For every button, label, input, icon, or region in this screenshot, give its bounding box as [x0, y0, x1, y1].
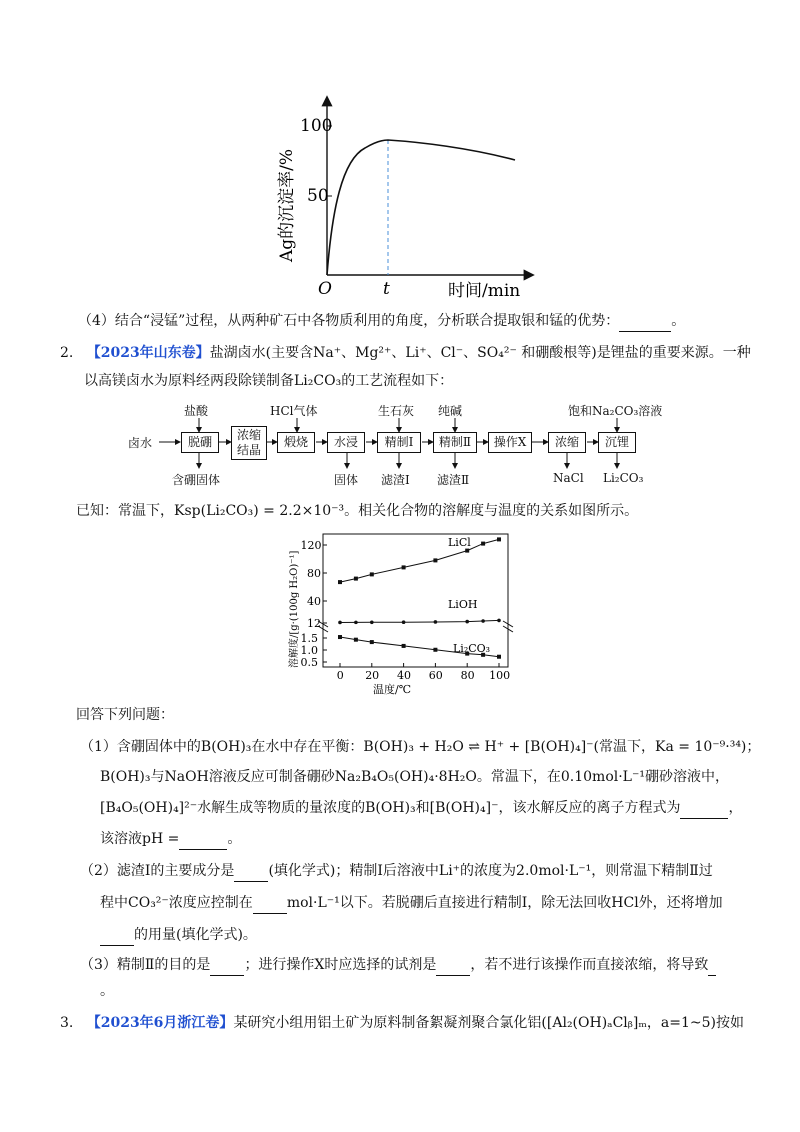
origin-label: O	[318, 279, 332, 299]
q2-1-line3: [B₄O₅(OH)₄]²⁻水解生成等物质的量浓度的B(OH)₃和[B(OH)₄]⁻，该水解反应的离子方程式为 ，	[100, 797, 740, 819]
xtick-80: 80	[460, 669, 475, 682]
q2-2-line3: 的用量(填化学式)。	[100, 924, 740, 946]
flow-box-chenli: 沉锂	[598, 432, 636, 453]
ytick-40: 40	[307, 595, 321, 608]
flow-start: 卤水	[128, 436, 153, 450]
answer-intro: 回答下列问题：	[76, 707, 174, 723]
q2-3-line1: （3）精制Ⅱ的目的是 ；进行操作X时应选择的试剂是 ，若不进行该操作而直接浓缩，将导致	[80, 954, 720, 976]
q2-2-line1: （2）滤渣Ⅰ的主要成分是 (填化学式)；精制Ⅰ后溶液中Li⁺的浓度为2.0mol·L⁻¹，则常温下精制Ⅱ过	[80, 860, 720, 882]
output-nacl: NaCl	[553, 471, 584, 485]
ytick-12: 12	[307, 617, 321, 630]
point	[370, 572, 374, 576]
ytick-50: 50	[307, 186, 329, 206]
q2-1-line1: （1）含硼固体中的B(OH)₃在水中存在平衡：B(OH)₃ + H₂O ⇌ H⁺ + [B(OH)₄]⁻(常温下，Ka = 10⁻⁹·³⁴)；	[80, 739, 761, 755]
output-li2co3: Li₂CO₃	[603, 471, 644, 485]
output-boron-solid: 含硼固体	[172, 473, 221, 487]
point	[497, 619, 501, 623]
t-label: t	[383, 279, 390, 299]
flow-box-nongsuo2: 浓缩	[548, 432, 586, 453]
point	[402, 620, 406, 624]
point	[481, 619, 485, 623]
series-label-licl: LiCl	[448, 536, 471, 549]
point	[402, 565, 406, 569]
output-residue2: 滤渣Ⅱ	[437, 473, 470, 487]
input-na2co3: 饱和Na₂CO₃溶液	[568, 404, 663, 418]
series-line-1	[340, 620, 499, 622]
flow-box-nongsuo: 浓缩结晶	[231, 426, 267, 460]
xtick-100: 100	[489, 669, 511, 682]
point	[338, 621, 342, 625]
point	[354, 577, 358, 581]
xtick-40: 40	[397, 669, 411, 682]
flow-box-jingzhi2: 精制Ⅱ	[433, 432, 477, 453]
y-axis-label: 溶解度/[g·(100g H₂O)⁻¹]	[289, 550, 300, 668]
flow-box-shuijin: 水浸	[327, 432, 365, 453]
q2-header: 2. 【2023年山东卷】盐湖卤水(主要含Na⁺、Mg²⁺、Li⁺、Cl⁻、SO₄²⁻ 和硼酸根等)是锂盐的重要来源。一种	[60, 345, 751, 361]
ytick-1.5: 1.5	[300, 632, 318, 645]
point	[354, 621, 358, 625]
point	[338, 580, 342, 584]
flow-box-caozuo-x: 操作X	[488, 432, 532, 453]
q2-2-line2: 程中CO₃²⁻浓度应控制在 mol·L⁻¹以下。若脱硼后直接进行精制Ⅰ，除无法回收HCl外，还将增加	[100, 892, 740, 914]
ytick-100: 100	[300, 116, 333, 136]
flow-box-duanshao: 煅烧	[277, 432, 315, 453]
flow-box-jingzhi1: 精制Ⅰ	[377, 432, 421, 453]
series-label-lioh: LiOH	[448, 598, 478, 611]
q3-header: 3. 【2023年6月浙江卷】某研究小组用铝土矿为原料制备絮凝剂聚合氯化铝([Al₂(OH)ₐClᵦ]ₘ，a=1~5)按如	[60, 1015, 744, 1031]
point	[338, 635, 342, 639]
input-lime: 生石灰	[378, 404, 415, 418]
xtick-20: 20	[365, 669, 380, 682]
point	[465, 549, 469, 553]
ytick-80: 80	[307, 567, 321, 580]
point	[354, 638, 358, 642]
xtick-60: 60	[428, 669, 443, 682]
q1-4: （4）结合“浸锰”过程，从两种矿石中各物质利用的角度，分析联合提取银和锰的优势： 。	[78, 310, 718, 332]
q2-line2: 以高镁卤水为原料经两段除镁制备Li₂CO₃的工艺流程如下：	[84, 373, 454, 389]
point	[465, 620, 469, 624]
xtick-0: 0	[336, 669, 344, 682]
known-text: 已知：常温下，Ksp(Li₂CO₃) = 2.2×10⁻³。相关化合物的溶解度与温度的关系如图所示。	[76, 503, 639, 519]
q2-3-line2: 。	[100, 983, 114, 999]
ytick-1.0: 1.0	[300, 644, 318, 657]
point	[497, 655, 501, 659]
point	[370, 640, 374, 644]
point	[370, 620, 374, 624]
point	[497, 537, 501, 541]
series-line-0	[340, 539, 499, 582]
ytick-120: 120	[300, 539, 322, 552]
q2-1-line4: 该溶液pH = 。	[100, 828, 740, 850]
point	[434, 620, 438, 624]
point	[481, 542, 485, 546]
ytick-0.5: 0.5	[300, 656, 318, 669]
point	[402, 644, 406, 648]
q2-1-line2: B(OH)₃与NaOH溶液反应可制备硼砂Na₂B₄O₅(OH)₄·8H₂O。常温下，在0.10mol·L⁻¹硼砂溶液中，	[100, 769, 729, 785]
input-hcl: 盐酸	[184, 404, 209, 418]
flow-box-tuopeng: 脱硼	[181, 432, 219, 453]
point	[433, 648, 437, 652]
x-axis-label: 时间/min	[448, 281, 521, 301]
input-soda: 纯碱	[438, 404, 463, 418]
point	[433, 558, 437, 562]
input-hcl-gas: HCl气体	[270, 404, 318, 418]
series-label-li2co3: Li₂CO₃	[453, 642, 491, 655]
solubility-chart	[283, 528, 523, 696]
ag-precipitation-chart	[270, 90, 540, 305]
output-solid: 固体	[334, 473, 359, 487]
output-residue1: 滤渣Ⅰ	[381, 473, 410, 487]
x-axis-label: 温度/℃	[373, 683, 412, 696]
y-axis-label: Ag的沉淀率/%	[277, 148, 297, 262]
precipitation-curve	[327, 140, 515, 275]
